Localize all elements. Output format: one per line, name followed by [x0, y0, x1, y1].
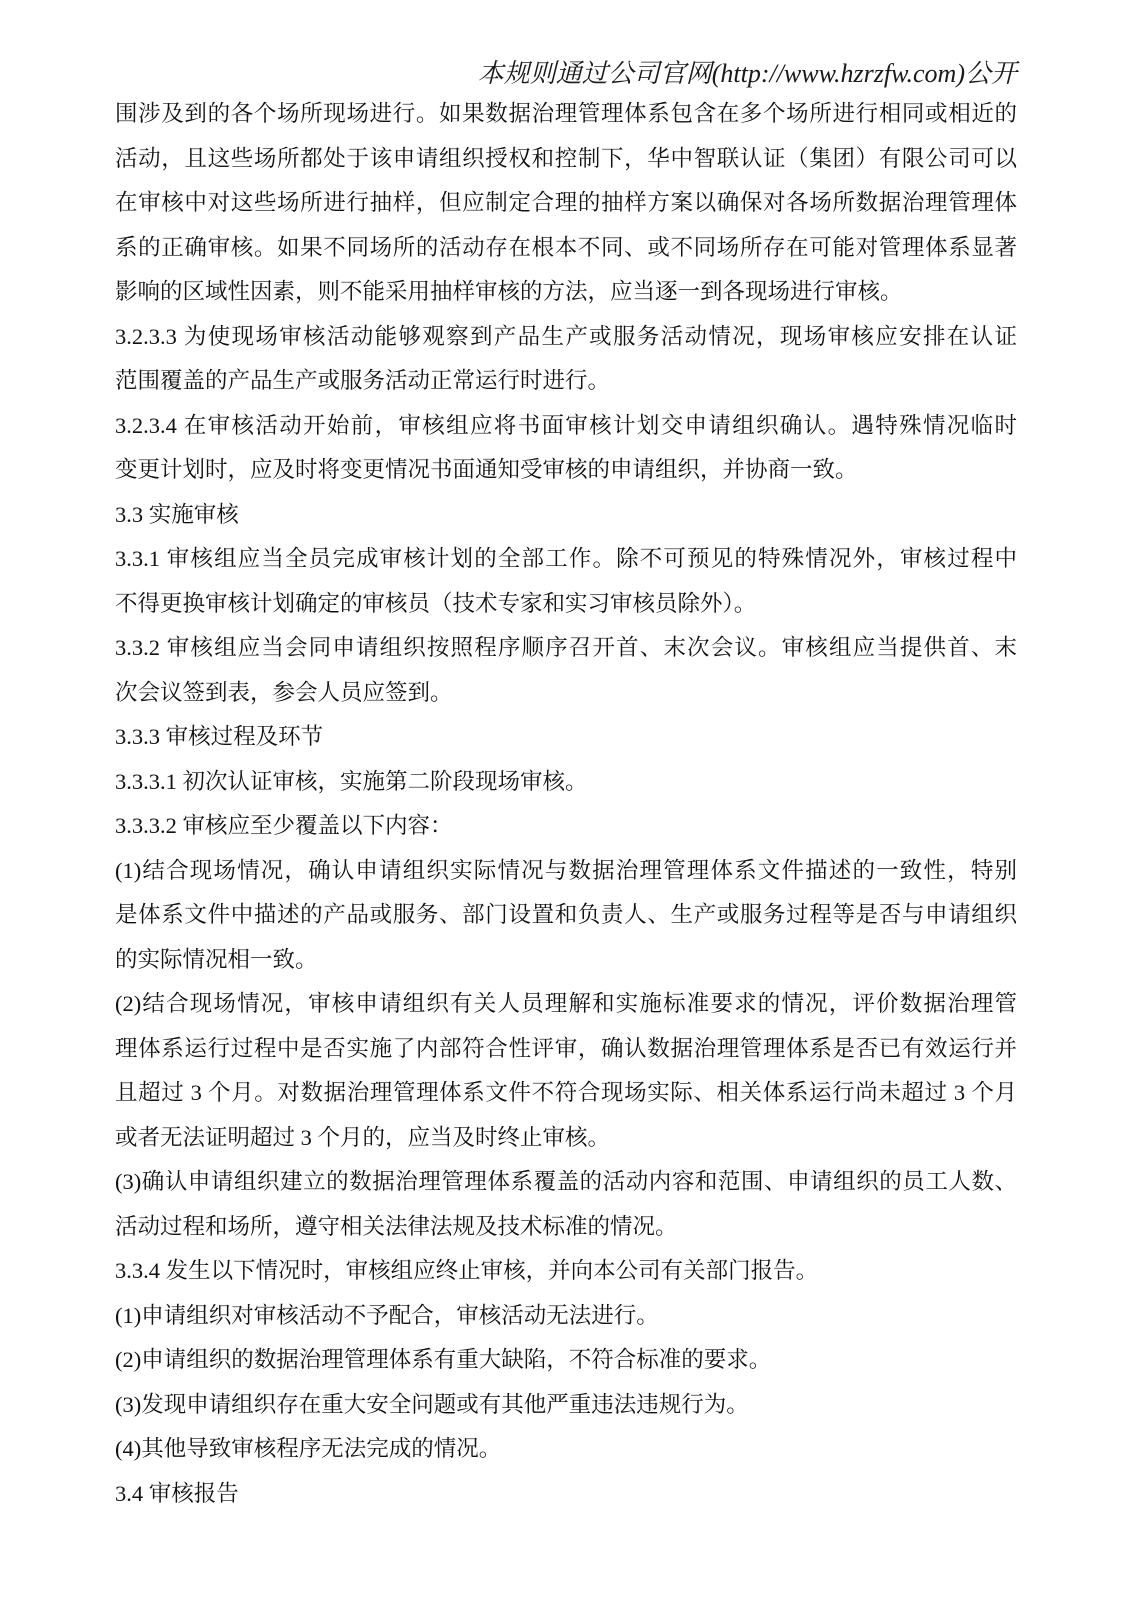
text-line: 3.3.3.1 初次认证审核，实施第二阶段现场审核。 — [115, 768, 588, 794]
text-line: (2)申请组织的数据治理管理体系有重大缺陷，不符合标准的要求。 — [115, 1347, 772, 1372]
text-line: 3.3.3.2 审核应至少覆盖以下内容： — [115, 813, 453, 838]
text-line: 不得更换审核计划确定的审核员（技术专家和实习审核员除外）。 — [115, 590, 757, 616]
document-body — [115, 92, 1017, 1516]
page-header-note: 本规则通过公司官网(http://www.hzrzfw.com)公开 — [477, 59, 1017, 88]
text-line: 理体系运行过程中是否实施了内部符合性评审，确认数据治理管理体系是否已有效运行并 — [115, 1035, 1017, 1061]
text-line: 是体系文件中描述的产品或服务、部门设置和负责人、生产或服务过程等是否与申请组织 — [115, 902, 1017, 927]
text-line: 系的正确审核。如果不同场所的活动存在根本不同、或不同场所存在可能对管理体系显著 — [115, 234, 1017, 260]
text-line: 或者无法证明超过 3 个月的，应当及时终止审核。 — [115, 1124, 611, 1150]
text-line: (2)结合现场情况，审核申请组织有关人员理解和实施标准要求的情况，评价数据治理管 — [115, 991, 1017, 1016]
text-line: 次会议签到表，参会人员应签到。 — [115, 679, 453, 705]
text-line: 3.4 审核报告 — [115, 1480, 239, 1506]
text-line: 活动，且这些场所都处于该申请组织授权和控制下，华中智联认证（集团）有限公司可以 — [115, 145, 1017, 171]
text-line: 且超过 3 个月。对数据治理管理体系文件不符合现场实际、相关体系运行尚未超过 3 个月 — [115, 1080, 1017, 1105]
text-line: 3.3.3 审核过程及环节 — [115, 724, 324, 749]
text-line: 范围覆盖的产品生产或服务活动正常运行时进行。 — [115, 368, 611, 393]
text-line: 在审核中对这些场所进行抽样，但应制定合理的抽样方案以确保对各场所数据治理管理体 — [115, 190, 1017, 215]
text-line: (1)结合现场情况，确认申请组织实际情况与数据治理管理体系文件描述的一致性，特别 — [115, 857, 1017, 883]
text-line: 3.3.1 审核组应当全员完成审核计划的全部工作。除不可预见的特殊情况外，审核过程中 — [115, 546, 1017, 571]
text-line: (1)申请组织对审核活动不予配合，审核活动无法进行。 — [115, 1302, 659, 1328]
text-line: 的实际情况相一致。 — [115, 946, 318, 972]
text-line: 3.2.3.4 在审核活动开始前，审核组应将书面审核计划交申请组织确认。遇特殊情况临时 — [115, 412, 1017, 438]
text-line: (4)其他导致审核程序无法完成的情况。 — [115, 1436, 502, 1461]
text-line: (3)确认申请组织建立的数据治理管理体系覆盖的活动内容和范围、申请组织的员工人数、 — [115, 1169, 1017, 1194]
text-line: 变更计划时，应及时将变更情况书面通知受审核的申请组织，并协商一致。 — [115, 457, 858, 482]
text-line: 3.3.4 发生以下情况时，审核组应终止审核，并向本公司有关部门报告。 — [115, 1258, 819, 1283]
text-line: (3)发现申请组织存在重大安全问题或有其他严重违法违规行为。 — [115, 1391, 749, 1417]
text-line: 影响的区域性因素，则不能采用抽样审核的方法，应当逐一到各现场进行审核。 — [115, 279, 903, 304]
text-line: 3.3 实施审核 — [115, 501, 239, 527]
text-line: 活动过程和场所，遵守相关法律法规及技术标准的情况。 — [115, 1213, 678, 1239]
text-line: 3.3.2 审核组应当会同申请组织按照程序顺序召开首、末次会议。审核组应当提供首、末 — [115, 635, 1017, 660]
text-line: 3.2.3.3 为使现场审核活动能够观察到产品生产或服务活动情况，现场审核应安排在认证 — [115, 323, 1017, 349]
text-line: 围涉及到的各个场所现场进行。如果数据治理管理体系包含在多个场所进行相同或相近的 — [115, 101, 1017, 126]
